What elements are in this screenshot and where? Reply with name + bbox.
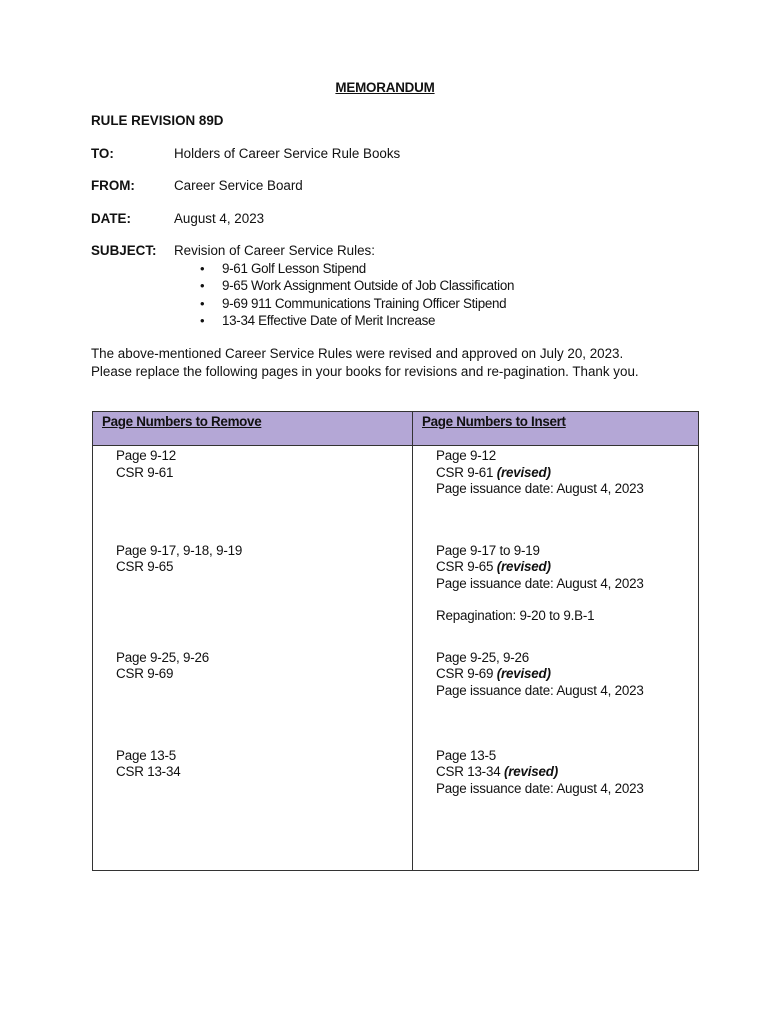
insert-csr: CSR 13-34 (436, 764, 501, 779)
remove-cell (93, 748, 413, 871)
insert-cell (413, 543, 699, 650)
insert-date: Page issuance date: August 4, 2023 (436, 780, 644, 796)
insert-pages: Page 9-17 to 9-19 (436, 542, 540, 558)
revised-tag: (revised) (503, 764, 559, 779)
header-insert: Page Numbers to Insert (413, 412, 699, 446)
remove-csr: CSR 13-34 (116, 764, 181, 779)
insert-csr: CSR 9-65 (436, 559, 494, 574)
remove-cell (93, 543, 413, 650)
remove-cell (93, 650, 413, 748)
memo-title: MEMORANDUM (335, 80, 435, 95)
insert-date: Page issuance date: August 4, 2023 (436, 575, 644, 591)
to-label: TO: (91, 146, 114, 161)
header-remove: Page Numbers to Remove (93, 412, 413, 446)
paragraph-line: Please replace the following pages in your books for revisions and re-pagination. Thank you. (91, 363, 639, 379)
date-value: August 4, 2023 (174, 211, 265, 226)
table-row (93, 748, 699, 871)
insert-date: Page issuance date: August 4, 2023 (436, 682, 644, 698)
table-row (93, 650, 699, 748)
subject-item: • 13-34 Effective Date of Merit Increase (200, 312, 514, 329)
to-value: Holders of Career Service Rule Books (174, 146, 401, 161)
insert-repagination: Repagination: 9-20 to 9.B-1 (436, 608, 595, 623)
insert-date: Page issuance date: August 4, 2023 (436, 481, 644, 496)
insert-cell (413, 446, 699, 543)
from-label: FROM: (91, 178, 135, 193)
table-row (93, 543, 699, 650)
revised-tag: (revised) (496, 666, 551, 681)
subject-value: Revision of Career Service Rules: (174, 243, 375, 258)
remove-csr: CSR 9-69 (116, 666, 174, 681)
insert-csr: CSR 9-69 (436, 666, 494, 681)
body-paragraph (91, 345, 711, 380)
remove-pages: Page 9-12 (116, 448, 176, 463)
subject-list (200, 260, 514, 329)
remove-pages: Page 9-25, 9-26 (116, 649, 210, 665)
paragraph-line: The above-mentioned Career Service Rules were revised and approved on July 20, 2023. (91, 346, 624, 361)
date-label: DATE: (91, 211, 131, 226)
subject-label: SUBJECT: (91, 243, 157, 258)
table-row (93, 446, 699, 543)
revised-tag: (revised) (496, 559, 551, 574)
insert-cell (413, 748, 699, 871)
revised-tag: (revised) (496, 464, 551, 480)
remove-csr: CSR 9-65 (116, 559, 174, 574)
remove-csr: CSR 9-61 (116, 464, 174, 480)
subject-item: • 9-65 Work Assignment Outside of Job Classification (200, 277, 514, 294)
insert-pages: Page 9-25, 9-26 (436, 649, 530, 665)
insert-csr: CSR 9-61 (436, 464, 494, 480)
insert-pages: Page 9-12 (436, 448, 496, 463)
table-header-row (93, 412, 699, 446)
remove-cell (93, 446, 413, 543)
from-value: Career Service Board (174, 178, 303, 193)
subject-item: • 9-61 Golf Lesson Stipend (200, 260, 514, 277)
insert-cell (413, 650, 699, 748)
remove-pages: Page 9-17, 9-18, 9-19 (116, 542, 243, 558)
rule-revision: RULE REVISION 89D (91, 113, 224, 128)
remove-pages: Page 13-5 (116, 747, 176, 763)
insert-pages: Page 13-5 (436, 747, 496, 763)
page-replacement-table (92, 411, 699, 871)
subject-item: • 9-69 911 Communications Training Officer Stipend (200, 295, 514, 312)
